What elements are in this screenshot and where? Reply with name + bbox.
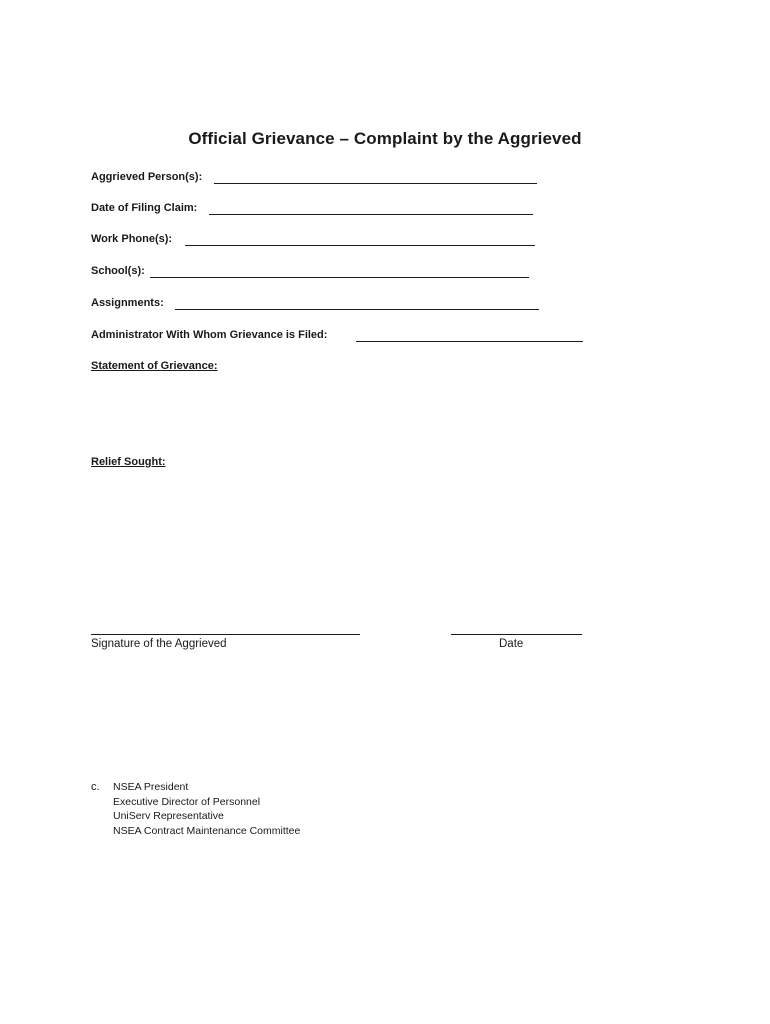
date-caption: Date xyxy=(499,638,524,650)
cc-prefix: c. xyxy=(91,781,100,793)
work-phone-line[interactable] xyxy=(185,245,535,246)
signature-caption: Signature of the Aggrieved xyxy=(91,638,227,650)
cc-recipient-list xyxy=(113,780,300,838)
assignments-label: Assignments: xyxy=(91,297,164,309)
schools-line[interactable] xyxy=(150,277,529,278)
cc-recipient: NSEA President xyxy=(113,781,189,793)
cc-recipient: UniServ Representative xyxy=(113,810,224,823)
schools-label: School(s): xyxy=(91,265,145,277)
signature-line[interactable] xyxy=(91,634,360,635)
aggrieved-persons-line[interactable] xyxy=(214,183,537,184)
date-line[interactable] xyxy=(451,634,582,635)
date-of-filing-label: Date of Filing Claim: xyxy=(91,202,198,214)
form-title: Official Grievance – Complaint by the Aggrieved xyxy=(188,129,582,148)
aggrieved-persons-label: Aggrieved Person(s): xyxy=(91,171,203,183)
assignments-line[interactable] xyxy=(175,309,539,310)
work-phone-label: Work Phone(s): xyxy=(91,233,173,245)
statement-of-grievance-heading: Statement of Grievance: xyxy=(91,360,218,372)
administrator-label: Administrator With Whom Grievance is Filed: xyxy=(91,329,328,341)
cc-recipient: Executive Director of Personnel xyxy=(113,795,261,808)
cc-recipient: NSEA Contract Maintenance Committee xyxy=(113,824,301,837)
relief-sought-heading: Relief Sought: xyxy=(91,456,166,468)
date-of-filing-line[interactable] xyxy=(209,214,533,215)
administrator-line[interactable] xyxy=(356,341,583,342)
